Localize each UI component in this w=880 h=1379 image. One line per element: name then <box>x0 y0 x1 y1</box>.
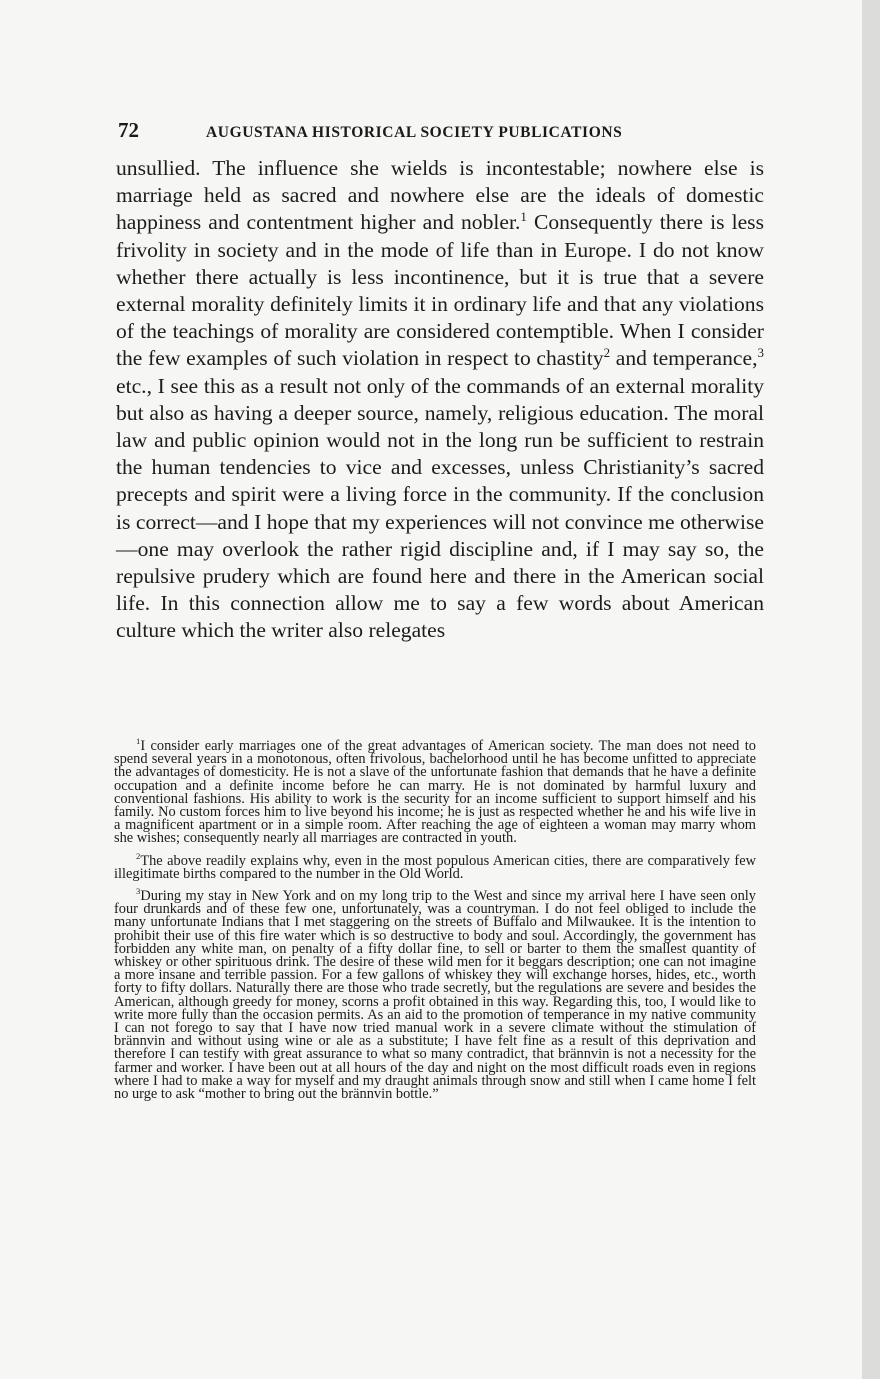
footnote-reference: 2 <box>603 345 611 361</box>
footnote <box>114 850 756 882</box>
footnote <box>114 736 756 847</box>
page-header <box>118 118 763 143</box>
body-text-run: Consequently there is less frivolity in society and in the mode of life than in Europe. I do not know whether there actually is less incontinence, but it is true that a severe external morality definitely limits it in ordinary life and that any violations of the teachings of morality are considered contemptible. When I consider the few examples of such violation in respect to chastity <box>116 210 764 371</box>
page-number: 72 <box>118 118 139 142</box>
body-text-run: unsullied. The influence she wields is incontestable; nowhere else is marriage held as sacred and nowhere else are the ideals of domestic happiness and contentment higher and nobler. <box>116 156 764 235</box>
body-paragraph <box>116 155 764 645</box>
footnote-reference: 3 <box>757 345 764 361</box>
footnote <box>114 886 756 1103</box>
footnote-text: I consider early marriages one of the great advantages of American society. The man does not need to spend several years in a monotonous, often frivolous, bachelorhood until he has become unfitted to appreciate the advantages of domesticity. He is not a slave of the unfortunate fashion that demands that he have a definite occupation and a definite income before he can marry. He is not dominated by harmful luxury and conventional fashions. His ability to work is the security for an income sufficient to support himself and his family. No custom forces him to live beyond his income; he is just as respected whether he and his wife live in a magnificent apartment or in a simple room. After reaching the age of eighteen a woman may marry whom she wishes; consequently nearly all marriages are contracted in youth. <box>114 738 756 847</box>
footnote-text: The above readily explains why, even in the most populous American cities, there are comparatively few illegitimate births compared to the number in the Old World. <box>114 852 756 882</box>
footnote-mark: 2 <box>136 850 141 861</box>
body-text-run: and temperance, <box>610 346 758 371</box>
footnote-reference: 1 <box>520 209 527 225</box>
footnote-mark: 3 <box>136 886 141 897</box>
page-edge <box>862 0 880 1379</box>
running-head: AUGUSTANA HISTORICAL SOCIETY PUBLICATIONS <box>206 124 623 141</box>
body-text-run: etc., I see this as a result not only of the commands of an external morality but also as having a deeper source, namely, religious education. The moral law and public opinion would not in the long run be sufficient to restrain the human tendencies to vice and excesses, unless Christianity’s sacred precepts and spirit were a living force in the community. If the conclusion is correct—and I hope that my experiences will not convince me otherwise—one may overlook the rather rigid discipline and, if I may say so, the repulsive prudery which are found here and there in the American social life. In this connection allow me to say a few words about American culture which the writer also relegates <box>116 373 764 643</box>
footnote-mark: 1 <box>136 736 141 747</box>
footnotes <box>114 736 756 1110</box>
footnote-text: During my stay in New York and on my long trip to the West and since my arrival here I have seen only four drunkards and of these few one, unfortunately, was a countryman. I do not feel obliged to include the many unfortunate Indians that I met staggering on the streets of Buffalo and Milwaukee. It is the intention to prohibit their use of this fire water which is so destructive to body and soul. Accordingly, the government has forbidden any white man, on penalty of a fifty dollar fine, to sell or barter to them the smallest quantity of whiskey or other spirituous drink. The desire of these wild men for it beggars description; one can not imagine a more insane and terrible passion. For a few gallons of whiskey they will exchange horses, hides, etc., worth forty to fifty dollars. Naturally there are those who trade secretly, but the regulations are severe and besides the American, although greedy for money, scorns a profit obtained in this way. Regarding this, too, I would like to write more fully than the occasion permits. As an aid to the promotion of temperance in my native community I can not forego to say that I have now tried manual work in a severe climate without the stimulation of brännvin and without using wine or ale as a substitute; I have felt fine as a result of this deprivation and therefore I can testify with great assurance to what so many contradict, that brännvin is not a necessity for the farmer and worker. I have been out at all hours of the day and night on the most difficult roads even in regions where I had to make a way for myself and my draught animals through snow and still when I came home I felt no urge to ask “mother to bring out the brännvin bottle.” <box>114 888 756 1103</box>
